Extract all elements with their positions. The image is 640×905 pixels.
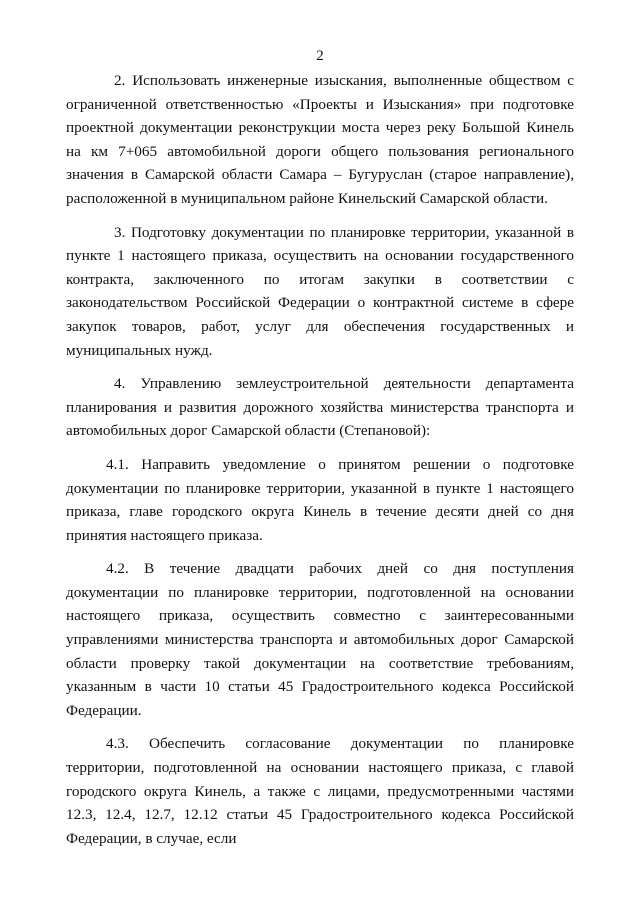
- paragraph-4-3: 4.3. Обеспечить согласование документации по планировке территории, подготовленной на основании настоящего приказа, с главой городского округа Кинель, а также с лицами, предусмотренными частями 12.3, 12.4, 12.7, 12.12 статьи 45 Градостроительного кодекса Российской Федерации, в случае, если: [66, 735, 574, 847]
- paragraph-4: 4. Управлению землеустроительной деятельности департамента планирования и развития дорожного хозяйства министерства транспорта и автомобильных дорог Самарской области (Степановой):: [66, 375, 574, 440]
- page-number: 2: [316, 48, 324, 64]
- paragraph-2: 2. Использовать инженерные изыскания, выполненные обществом с ограниченной ответственностью «Проекты и Изыскания» при подготовке проектной документации реконструкции моста через реку Большой Кинель на км 7+065 автомобильной дороги общего пользования регионального значения в Самарской области Самара – Бугуруслан (старое направление), расположенной в муниципальном районе Кинельский Самарской области.: [66, 72, 574, 207]
- paragraph-3: 3. Подготовку документации по планировке территории, указанной в пункте 1 настоящего приказа, осуществить на основании государственного контракта, заключенного по итогам закупки в соответствии с законодательством Российской Федерации о контрактной системе в сфере закупок товаров, работ, услуг для обеспечения государственных и муниципальных нужд.: [66, 223, 574, 359]
- paragraph-4-2: 4.2. В течение двадцати рабочих дней со дня поступления документации по планировке территории, подготовленной на основании настоящего приказа, осуществить совместно с заинтересованными управлениями министерства транспорта и автомобильных дорог Самарской области проверку такой документации на соответствие требованиям, указанным в части 10 статьи 45 Градостроительного кодекса Российской Федерации.: [66, 560, 574, 719]
- paragraph-4-1: 4.1. Направить уведомление о принятом решении о подготовке документации по планировке территории, указанной в пункте 1 настоящего приказа, главе городского округа Кинель в течение десяти дней со дня принятия настоящего приказа.: [66, 455, 574, 544]
